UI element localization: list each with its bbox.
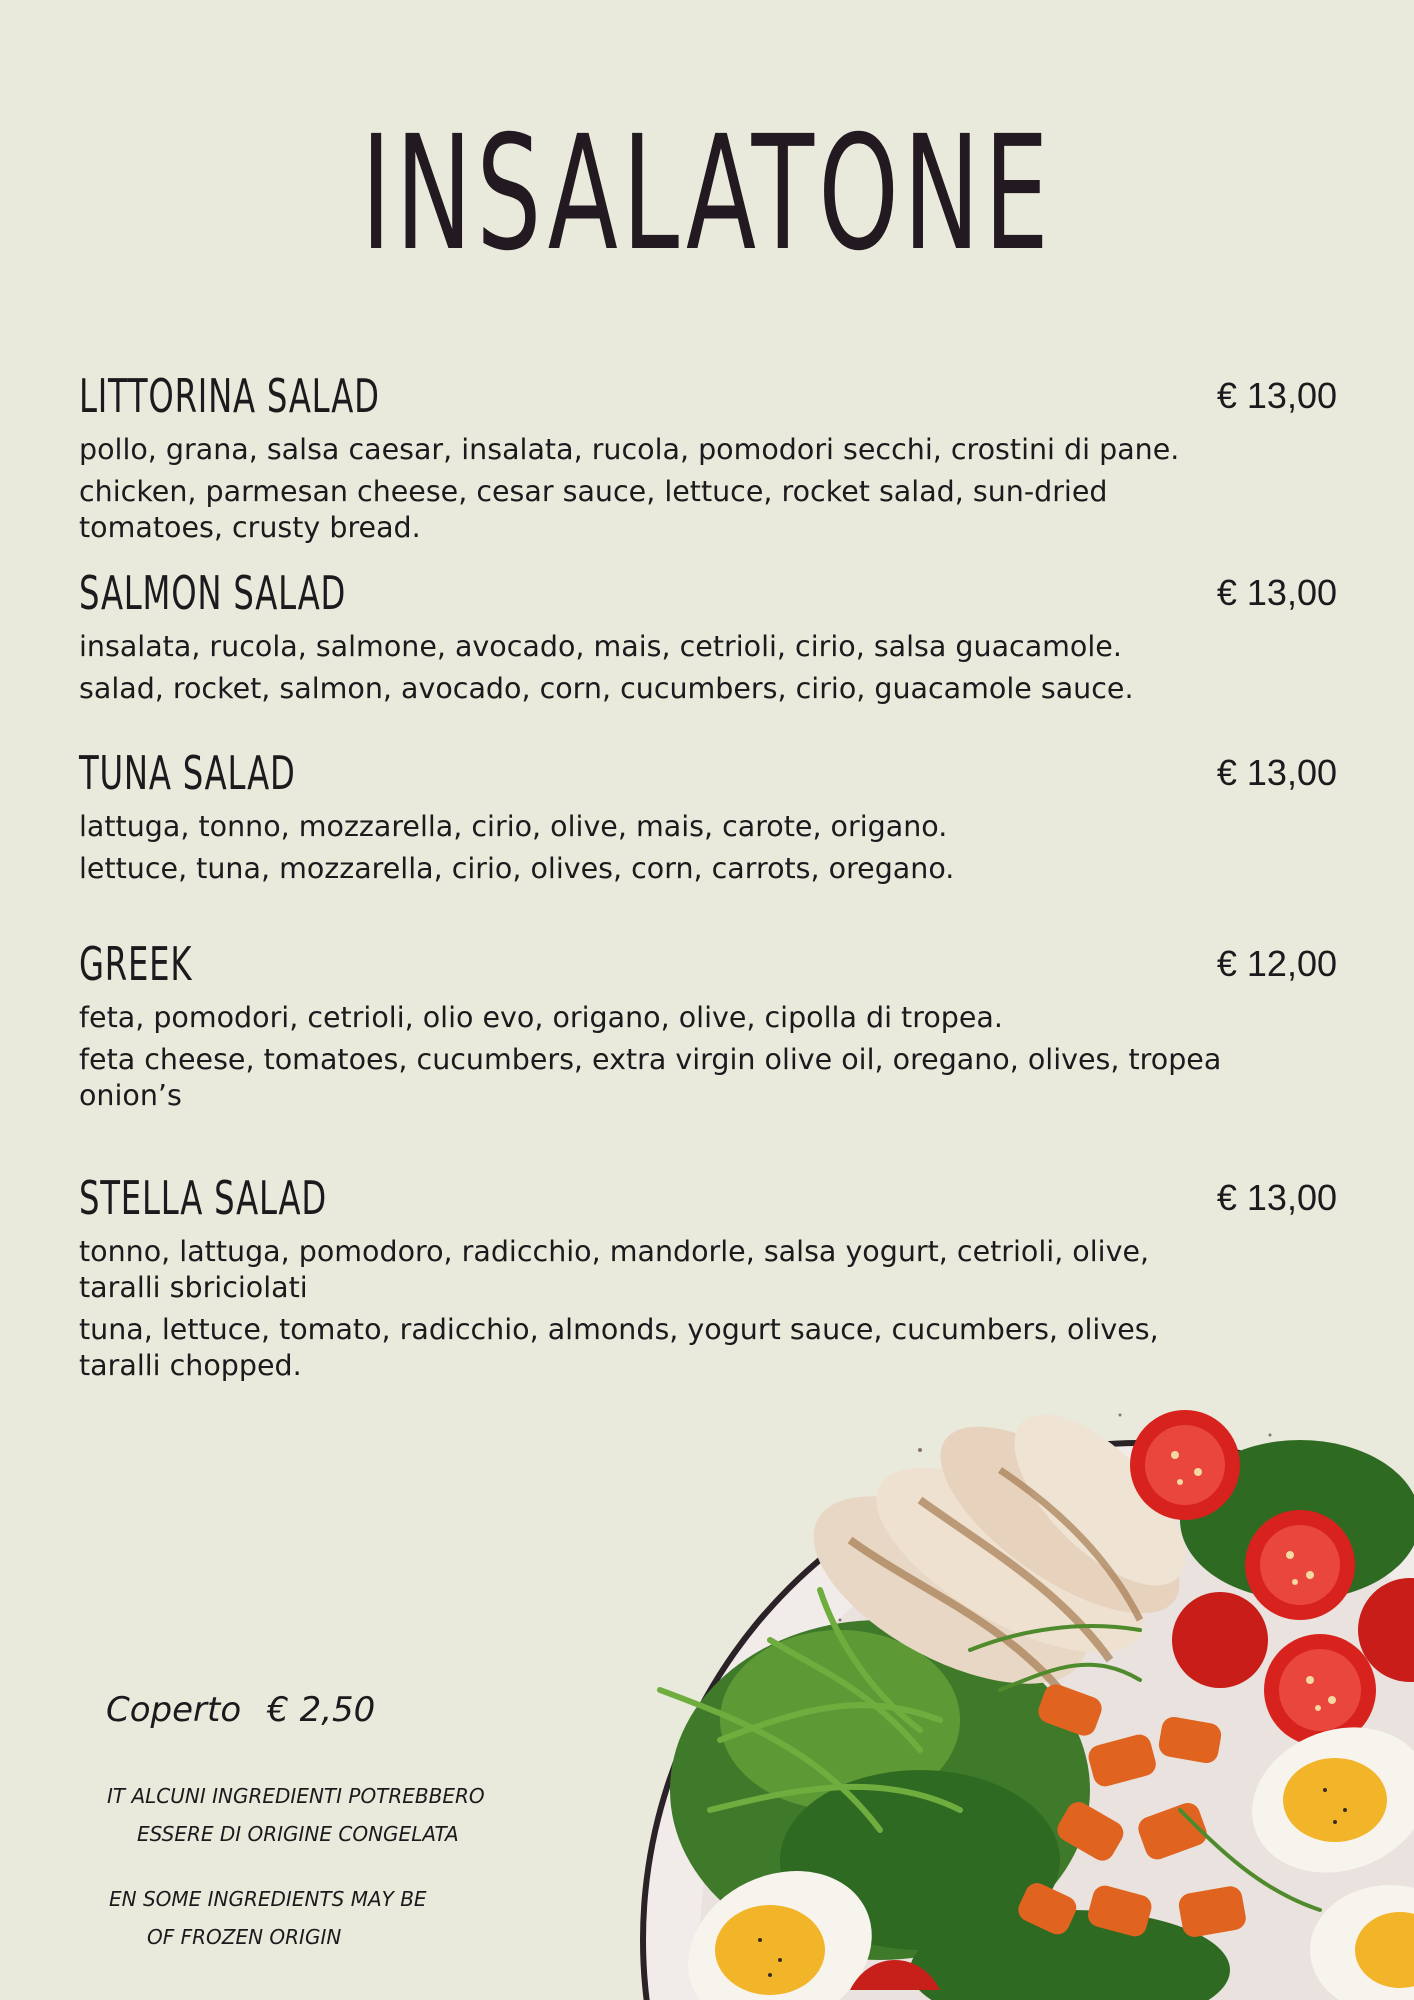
description-english: tuna, lettuce, tomato, radicchio, almonds, yogurt sauce, cucumbers, olives, taralli chopped.	[79, 1313, 1159, 1382]
menu-item-description	[79, 432, 1239, 552]
cover-charge-price: € 2,50	[267, 1690, 376, 1730]
description-english: lettuce, tuna, mozzarella, cirio, olives, corn, carrots, oregano.	[79, 852, 955, 885]
menu-item-price: € 13,00	[1216, 375, 1337, 416]
description-english: salad, rocket, salmon, avocado, corn, cucumbers, cirio, guacamole sauce.	[79, 672, 1134, 705]
menu-item-price: € 12,00	[1216, 943, 1337, 984]
description-italian: feta, pomodori, cetrioli, olio evo, origano, olive, cipolla di tropea.	[79, 1001, 1003, 1034]
description-italian: pollo, grana, salsa caesar, insalata, rucola, pomodori secchi, crostini di pane.	[79, 433, 1180, 466]
notice-line: ESSERE DI ORIGINE CONGELATA	[137, 1822, 459, 1846]
menu-item-price: € 13,00	[1216, 1177, 1337, 1218]
description-italian: insalata, rucola, salmone, avocado, mais, cetrioli, cirio, salsa guacamole.	[79, 630, 1122, 663]
menu-item-name: TUNA SALAD	[79, 746, 296, 800]
description-italian: tonno, lattuga, pomodoro, radicchio, mandorle, salsa yogurt, cetrioli, olive, taralli sbriciolati	[79, 1235, 1150, 1304]
menu-item-price: € 13,00	[1216, 572, 1337, 613]
frozen-notice-italian	[107, 1777, 485, 1853]
description-english: chicken, parmesan cheese, cesar sauce, lettuce, rocket salad, sun-dried tomatoes, crusty bread.	[79, 475, 1108, 544]
menu-item-name: LITTORINA SALAD	[79, 369, 380, 423]
notice-line: OF FROZEN ORIGIN	[147, 1925, 342, 1949]
notice-line: IT ALCUNI INGREDIENTI POTREBBERO	[107, 1784, 485, 1808]
menu-item-name: GREEK	[79, 937, 193, 991]
menu-item-name: SALMON SALAD	[79, 566, 347, 620]
cover-charge-label: Coperto	[106, 1690, 242, 1730]
cover-charge	[106, 1690, 375, 1730]
menu-item-description	[79, 629, 1239, 713]
menu-item-description	[79, 809, 1239, 893]
menu-item-price: € 13,00	[1216, 752, 1337, 793]
menu-item-description	[79, 1234, 1239, 1390]
salad-bowl-image	[620, 1390, 1414, 2000]
menu-title: INSALATONE	[361, 102, 1053, 286]
description-english: feta cheese, tomatoes, cucumbers, extra virgin olive oil, oregano, olives, tropea onion’s	[79, 1043, 1222, 1112]
description-italian: lattuga, tonno, mozzarella, cirio, olive, mais, carote, origano.	[79, 810, 948, 843]
frozen-notice-english	[109, 1880, 427, 1956]
menu-item-description	[79, 1000, 1239, 1120]
menu-item-name: STELLA SALAD	[79, 1171, 328, 1225]
notice-line: EN SOME INGREDIENTS MAY BE	[109, 1887, 427, 1911]
